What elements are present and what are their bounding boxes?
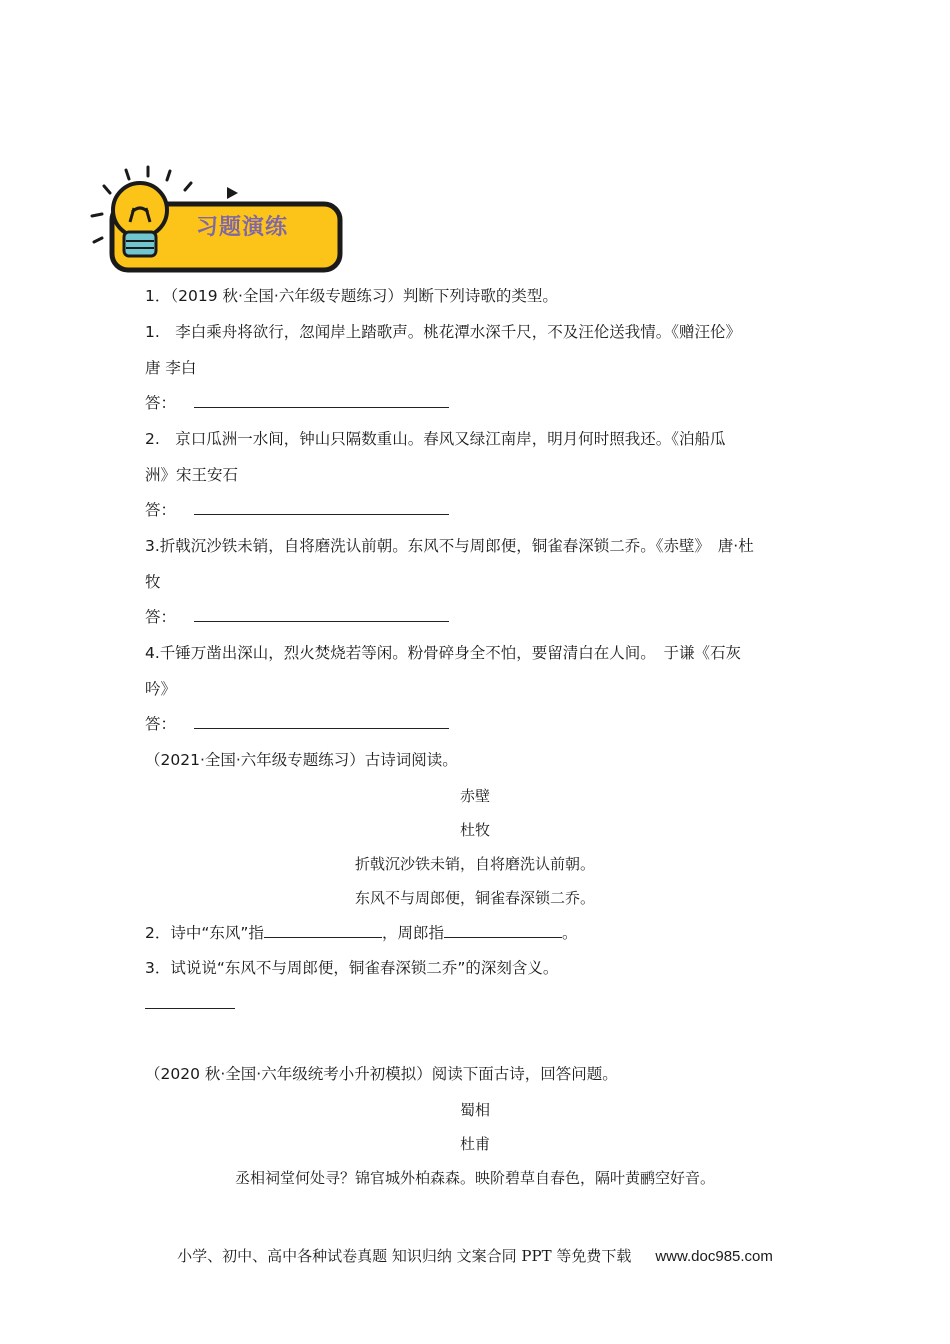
answer-blank[interactable] bbox=[194, 500, 449, 515]
q3-poem-author: 杜甫 bbox=[459, 1135, 490, 1153]
answer-blank[interactable] bbox=[264, 923, 382, 938]
answer-blank[interactable] bbox=[194, 393, 449, 408]
q1-item1-answer bbox=[145, 393, 449, 413]
q2-poem-line-1: 折戟沉沙铁未销，自将磨洗认前朝。 bbox=[354, 855, 595, 873]
q2-sub2-text-b: ，周郎指 bbox=[381, 924, 444, 942]
answer-label: 答： bbox=[145, 715, 177, 733]
q1-item3-line2: 牧 bbox=[145, 573, 161, 591]
section-title: 习题演练 bbox=[196, 215, 289, 240]
page-footer bbox=[0, 1245, 950, 1266]
answer-blank[interactable] bbox=[145, 1008, 235, 1009]
footer-link[interactable]: www.doc985.com bbox=[655, 1248, 773, 1265]
q1-item1-line1: 1. 李白乘舟将欲行，忽闻岸上踏歌声。桃花潭水深千尺，不及汪伦送我情。《赠汪伦》 bbox=[145, 323, 742, 341]
q1-item4-answer bbox=[145, 714, 449, 734]
answer-label: 答： bbox=[145, 501, 177, 519]
q2-sub2 bbox=[145, 923, 577, 943]
arrow-icon bbox=[227, 187, 238, 199]
q2-intro: （2021·全国·六年级专题练习）古诗词阅读。 bbox=[145, 751, 458, 769]
q3-intro: （2020 秋·全国·六年级统考小升初模拟）阅读下面古诗，回答问题。 bbox=[145, 1065, 618, 1083]
q2-poem-line-2: 东风不与周郎便，铜雀春深锁二乔。 bbox=[354, 889, 595, 907]
answer-blank[interactable] bbox=[444, 923, 562, 938]
answer-label: 答： bbox=[145, 608, 177, 626]
q1-item4-line1: 4.千锤万凿出深山，烈火焚烧若等闲。粉骨碎身全不怕，要留清白在人间。 于谦《石灰 bbox=[145, 644, 742, 662]
q1-item3-line1: 3.折戟沉沙铁未销，自将磨洗认前朝。东风不与周郎便，铜雀春深锁二乔。《赤壁》 唐·杜 bbox=[145, 537, 754, 555]
q1-item2-line1: 2. 京口瓜洲一水间，钟山只隔数重山。春风又绿江南岸，明月何时照我还。《泊船瓜 bbox=[145, 430, 726, 448]
q2-sub3: 3．试说说“东风不与周郎便，铜雀春深锁二乔”的深刻含义。 bbox=[145, 959, 559, 977]
q1-item2-answer bbox=[145, 500, 449, 520]
q1-item3-answer bbox=[145, 607, 449, 627]
footer-text: 小学、初中、高中各种试卷真题 知识归纳 文案合同 PPT 等免费下载 bbox=[177, 1247, 632, 1265]
q1-item2-line2: 洲》宋王安石 bbox=[145, 466, 239, 484]
q2-poem-author: 杜牧 bbox=[459, 821, 490, 839]
answer-blank[interactable] bbox=[194, 714, 449, 729]
q1-item1-line2: 唐 李白 bbox=[145, 359, 197, 377]
q2-sub2-text-a: 2．诗中“东风”指 bbox=[145, 924, 264, 942]
q3-poem-line: 丞相祠堂何处寻？锦官城外柏森森。映阶碧草自春色，隔叶黄鹂空好音。 bbox=[234, 1169, 715, 1187]
q1-intro: 1．（2019 秋·全国·六年级专题练习）判断下列诗歌的类型。 bbox=[145, 287, 558, 305]
q3-poem-title: 蜀相 bbox=[459, 1101, 490, 1119]
q1-item4-line2: 吟》 bbox=[145, 680, 177, 698]
q2-poem-title: 赤壁 bbox=[459, 787, 490, 805]
answer-blank[interactable] bbox=[194, 607, 449, 622]
answer-label: 答： bbox=[145, 394, 177, 412]
q2-sub2-text-c: 。 bbox=[561, 924, 578, 942]
